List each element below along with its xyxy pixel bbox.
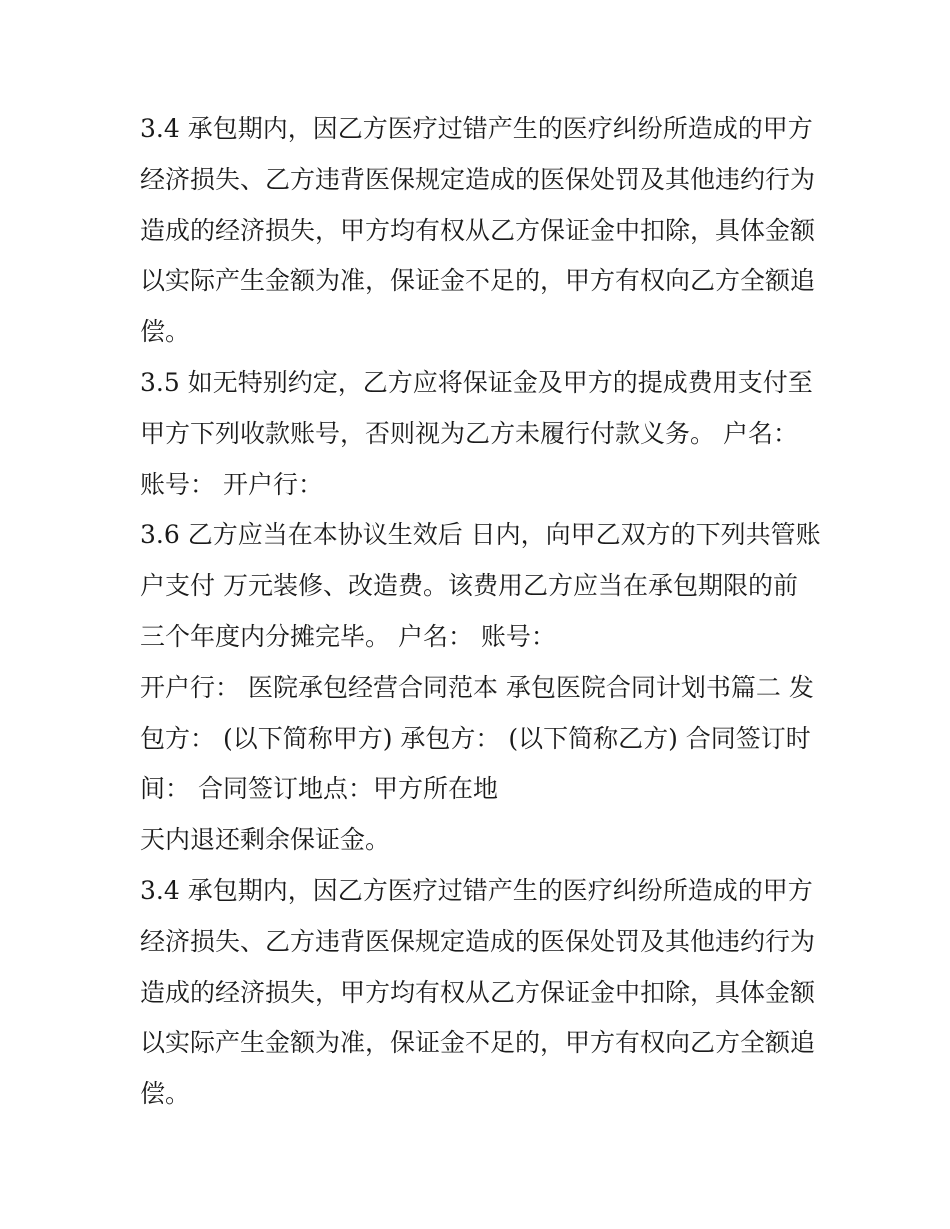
text-line: 3.6 乙方应当在本协议生效后 日内，向甲乙双方的下列共管账 <box>140 520 821 550</box>
text-line: 户支付 万元装修、改造费。该费用乙方应当在承包期限的前 <box>140 571 798 601</box>
text-line: 经济损失、乙方违背医保规定造成的医保处罚及其他违约行为 <box>140 164 816 194</box>
text-line: 天内退还剩余保证金。 <box>140 825 391 855</box>
text-line: 开户行： 医院承包经营合同范本 承包医院合同计划书篇二 发 <box>140 672 814 702</box>
text-line: 账号： 开户行： <box>140 469 323 499</box>
text-line: 三个年度内分摊完毕。 户名： 账号： <box>140 621 556 651</box>
text-line: 偿。 <box>140 1079 191 1109</box>
text-line: 间： 合同签订地点：甲方所在地 <box>140 774 498 804</box>
text-line: 3.4 承包期内，因乙方医疗过错产生的医疗纠纷所造成的甲方 <box>140 875 813 905</box>
text-line: 造成的经济损失，甲方均有权从乙方保证金中扣除，具体金额 <box>140 215 816 245</box>
document-body <box>140 104 830 1120</box>
text-line: 3.5 如无特别约定，乙方应将保证金及甲方的提成费用支付至 <box>140 367 813 397</box>
text-line: 以实际产生金额为准，保证金不足的，甲方有权向乙方全额追 <box>140 266 816 296</box>
text-line: 包方： (以下简称甲方) 承包方： (以下简称乙方) 合同签订时 <box>140 723 811 753</box>
text-line: 造成的经济损失，甲方均有权从乙方保证金中扣除，具体金额 <box>140 977 816 1007</box>
text-line: 以实际产生金额为准，保证金不足的，甲方有权向乙方全额追 <box>140 1028 816 1058</box>
text-line: 3.4 承包期内，因乙方医疗过错产生的医疗纠纷所造成的甲方 <box>140 114 813 143</box>
text-line: 偿。 <box>140 317 191 347</box>
text-line: 经济损失、乙方违背医保规定造成的医保处罚及其他违约行为 <box>140 926 816 956</box>
text-line: 甲方下列收款账号，否则视为乙方未履行付款义务。 户名： <box>140 418 798 448</box>
